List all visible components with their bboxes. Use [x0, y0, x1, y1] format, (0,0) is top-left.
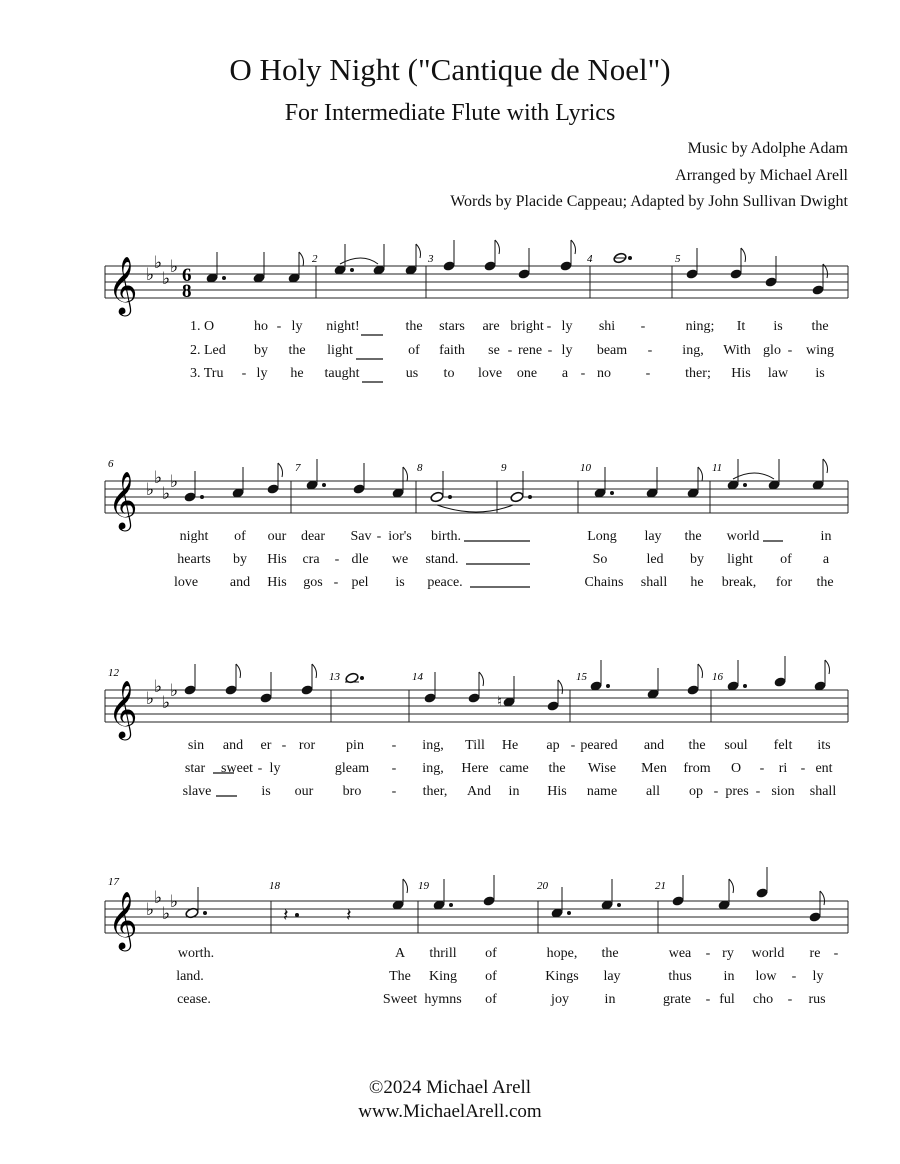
measure-number: 9	[501, 462, 507, 474]
extender-lines-1	[0, 320, 900, 380]
lyric-syllable: -	[705, 946, 711, 961]
lyric-syllable: -	[281, 738, 287, 753]
svg-text:𝄽: 𝄽	[283, 905, 289, 926]
lyric-syllable: star	[184, 761, 206, 776]
lyric-syllable: -	[640, 319, 646, 334]
lyric-syllable: the	[548, 761, 566, 776]
lyric-syllable: -	[391, 738, 397, 753]
copyright-notice: ©2024 Michael Arell	[368, 1077, 532, 1098]
lyric-syllable: ing,	[422, 738, 444, 753]
lyric-syllable: name	[586, 784, 618, 799]
svg-text:♭: ♭	[146, 480, 155, 500]
lyric-syllable: And	[466, 784, 492, 799]
svg-text:♭: ♭	[154, 468, 163, 488]
lyric-syllable: a	[561, 366, 569, 381]
measure-number: 15	[576, 671, 587, 683]
lyric-syllable: land.	[176, 969, 204, 984]
lyric-syllable: in	[508, 784, 520, 799]
lyric-syllable: slave	[182, 784, 212, 799]
lyric-syllable: pres	[725, 784, 749, 799]
lyric-syllable: pel	[351, 575, 369, 590]
lyric-syllable: -	[705, 992, 711, 1007]
lyric-syllable: Wise	[587, 761, 617, 776]
svg-text:♭: ♭	[146, 689, 155, 709]
lyric-syllable: ly	[561, 343, 573, 358]
lyric-syllable: one	[516, 366, 538, 381]
measure-number: 13	[329, 671, 340, 683]
measure-number: 2	[312, 253, 318, 265]
key-signature	[146, 677, 178, 713]
lyric-syllable: thus	[668, 969, 692, 984]
lyric-syllable: His	[267, 575, 287, 590]
lyric-syllable: ly	[256, 366, 268, 381]
lyric-syllable: So	[592, 552, 608, 567]
page-subtitle: For Intermediate Flute with Lyrics	[284, 100, 616, 126]
lyric-syllable: Chains	[584, 575, 624, 590]
lyric-syllable: ther;	[685, 366, 711, 381]
lyric-syllable: cra	[302, 552, 320, 567]
lyric-syllable: grate	[663, 992, 691, 1007]
lyric-syllable: the	[288, 343, 306, 358]
lyric-syllable: -	[800, 761, 806, 776]
lyric-syllable: bright	[510, 319, 544, 334]
svg-text:♭: ♭	[162, 904, 171, 924]
lyric-syllable: se	[488, 343, 500, 358]
lyric-syllable: dle	[351, 552, 369, 567]
lyric-syllable: law	[767, 366, 789, 381]
lyric-syllable: came	[499, 761, 529, 776]
svg-text:♭: ♭	[170, 892, 179, 912]
measure-number: 3	[428, 253, 434, 265]
lyric-syllable: world	[751, 946, 785, 961]
lyric-syllable: we	[391, 552, 409, 567]
lyric-syllable: are	[482, 319, 500, 334]
lyric-syllable: felt	[773, 738, 793, 753]
treble-clef-icon: 𝄞	[108, 256, 138, 314]
lyric-syllable: ry	[722, 946, 734, 961]
lyric-syllable: of	[408, 343, 420, 358]
page-title: O Holy Night ("Cantique de Noel")	[229, 52, 671, 87]
lyric-syllable: -	[787, 992, 793, 1007]
lyric-syllable: pin	[346, 738, 364, 753]
lyric-syllable: stand.	[425, 552, 459, 567]
lyric-syllable: re	[809, 946, 821, 961]
lyric-syllable: light	[727, 552, 753, 567]
lyric-syllable: wing	[806, 343, 834, 358]
lyric-syllable: dear	[300, 529, 326, 544]
lyric-syllable: by	[690, 552, 704, 567]
lyric-syllable: shall	[640, 575, 668, 590]
lyric-syllable: -	[547, 343, 553, 358]
lyric-syllable: our	[267, 529, 287, 544]
lyric-syllable: in	[820, 529, 832, 544]
lyric-syllable: op	[689, 784, 703, 799]
lyric-syllable: in	[604, 992, 616, 1007]
key-signature	[146, 888, 178, 924]
lyric-syllable: soul	[724, 738, 748, 753]
svg-text:♮: ♮	[497, 694, 503, 710]
lyric-syllable: His	[731, 366, 751, 381]
measure-number: 16	[712, 671, 723, 683]
lyric-syllable: no	[597, 366, 611, 381]
lyric-syllable: -	[833, 946, 839, 961]
measure-number: 12	[108, 667, 119, 679]
lyric-syllable: ior's	[388, 529, 412, 544]
lyricist-credit: Words by Placide Cappeau; Adapted by John Sullivan Dwight	[450, 193, 848, 210]
arranger-credit: Arranged by Michael Arell	[675, 167, 848, 184]
measure-number: 18	[269, 880, 280, 892]
lyric-syllable: Kings	[545, 969, 579, 984]
measure-number: 20	[537, 880, 548, 892]
lyric-syllable: -	[713, 784, 719, 799]
lyric-syllable: Sav	[350, 529, 372, 544]
lyric-syllable: the	[688, 738, 706, 753]
lyric-syllable: cho	[752, 992, 774, 1007]
lyric-syllable: ther,	[422, 784, 448, 799]
lyric-syllable: he	[690, 575, 704, 590]
lyrics-verse-2	[0, 969, 900, 989]
svg-text:♭: ♭	[162, 693, 171, 713]
lyric-syllable: lay	[603, 969, 621, 984]
measure-number: 21	[655, 880, 666, 892]
lyric-syllable: -	[276, 319, 282, 334]
svg-text:♭: ♭	[154, 253, 163, 273]
lyric-syllable: 1. O	[190, 319, 215, 334]
lyric-syllable: cease.	[177, 992, 211, 1007]
lyric-syllable: Men	[641, 761, 667, 776]
lyric-syllable: glo	[763, 343, 781, 358]
lyric-syllable: from	[683, 761, 711, 776]
lyric-syllable: the	[816, 575, 834, 590]
lyric-syllable: lay	[644, 529, 662, 544]
lyric-syllable: -	[647, 343, 653, 358]
key-signature	[146, 253, 178, 289]
measure-number: 8	[417, 462, 423, 474]
lyric-syllable: worth.	[177, 946, 215, 961]
lyric-syllable: stars	[439, 319, 465, 334]
lyric-syllable: -	[580, 366, 586, 381]
svg-text:♭: ♭	[146, 265, 155, 285]
lyric-syllable: -	[645, 366, 651, 381]
lyric-syllable: rus	[808, 992, 826, 1007]
lyric-syllable: ing,	[422, 761, 444, 776]
time-signature-bottom: 8	[182, 281, 192, 302]
lyrics-verse-3	[0, 992, 900, 1012]
svg-text:♭: ♭	[162, 269, 171, 289]
lyric-syllable: ly	[812, 969, 824, 984]
lyric-syllable: With	[723, 343, 751, 358]
lyric-syllable: peared	[580, 738, 618, 753]
time-signature-top: 6	[182, 265, 192, 286]
lyric-syllable: His	[267, 552, 287, 567]
svg-text:♭: ♭	[154, 888, 163, 908]
lyric-syllable: by	[254, 343, 268, 358]
lyric-syllable: of	[485, 969, 497, 984]
svg-text:♭: ♭	[154, 677, 163, 697]
lyric-syllable: -	[507, 343, 513, 358]
lyric-syllable: he	[290, 366, 304, 381]
lyric-syllable: -	[241, 366, 247, 381]
lyric-syllable: er	[260, 738, 272, 753]
lyric-syllable: gleam	[334, 761, 370, 776]
measure-number: 5	[675, 253, 681, 265]
measure-number: 14	[412, 671, 423, 683]
lyric-syllable: thrill	[429, 946, 457, 961]
lyric-syllable: beam	[596, 343, 628, 358]
lyric-syllable: -	[257, 761, 263, 776]
lyric-syllable: hearts	[177, 552, 211, 567]
lyric-syllable: and	[643, 738, 665, 753]
music-credit: Music by Adolphe Adam	[687, 140, 848, 157]
lyric-syllable: ror	[298, 738, 316, 753]
lyric-syllable: -	[755, 784, 761, 799]
lyric-syllable: He	[501, 738, 519, 753]
lyric-syllable: ly	[269, 761, 281, 776]
lyric-syllable: peace.	[427, 575, 463, 590]
treble-clef-icon: 𝄞	[108, 891, 138, 949]
svg-text:♭: ♭	[170, 257, 179, 277]
lyric-syllable: and	[229, 575, 251, 590]
lyric-syllable: its	[817, 738, 831, 753]
lyric-syllable: 3. Tru	[190, 366, 224, 381]
lyric-syllable: Long	[587, 529, 617, 544]
lyric-syllable: ly	[561, 319, 573, 334]
measure-number: 6	[108, 458, 114, 470]
treble-clef-icon: 𝄞	[108, 680, 138, 738]
lyric-syllable: Here	[461, 761, 489, 776]
extender-lines-3	[0, 740, 900, 810]
lyric-syllable: shall	[809, 784, 837, 799]
lyric-syllable: night!	[326, 319, 360, 334]
lyric-syllable: King	[429, 969, 457, 984]
website-link[interactable]: www.MichaelArell.com	[358, 1101, 542, 1122]
svg-text:𝄽: 𝄽	[346, 905, 352, 926]
lyric-syllable: hymns	[424, 992, 462, 1007]
svg-text:♭: ♭	[170, 681, 179, 701]
measure-number: 19	[418, 880, 429, 892]
lyric-syllable: the	[601, 946, 619, 961]
lyric-syllable: ri	[778, 761, 788, 776]
lyric-syllable: wea	[668, 946, 692, 961]
lyric-syllable: It	[736, 319, 746, 334]
notes	[206, 240, 827, 295]
lyric-syllable: ing,	[682, 343, 704, 358]
lyric-syllable: -	[787, 343, 793, 358]
lyric-syllable: sin	[187, 738, 205, 753]
key-signature	[146, 468, 178, 504]
lyric-syllable: us	[405, 366, 419, 381]
lyric-syllable: birth.	[431, 529, 461, 544]
svg-text:♭: ♭	[146, 900, 155, 920]
lyric-syllable: gos	[303, 575, 323, 590]
lyric-syllable: ful	[719, 992, 735, 1007]
lyric-syllable: sion	[771, 784, 795, 799]
lyric-syllable: break,	[721, 575, 757, 590]
lyric-syllable: -	[791, 969, 797, 984]
measure-number: 17	[108, 876, 119, 888]
measure-number: 11	[712, 462, 723, 474]
lyric-syllable: taught	[324, 366, 360, 381]
lyric-syllable: faith	[439, 343, 465, 358]
staff-system-1	[0, 240, 900, 330]
measure-number: 10	[580, 462, 591, 474]
lyric-syllable: shi	[598, 319, 616, 334]
lyric-syllable: ent	[815, 761, 833, 776]
measure-number: 7	[295, 462, 301, 474]
lyrics-verse-1	[0, 946, 900, 966]
lyric-syllable: all	[646, 784, 660, 799]
lyric-syllable: world	[726, 529, 760, 544]
lyric-syllable: is	[395, 575, 405, 590]
lyric-syllable: is	[815, 366, 825, 381]
lyric-syllable: the	[684, 529, 702, 544]
lyric-syllable: in	[723, 969, 735, 984]
lyric-syllable: led	[646, 552, 664, 567]
lyric-syllable: -	[391, 784, 397, 799]
lyric-syllable: -	[376, 529, 382, 544]
lyric-syllable: low	[755, 969, 777, 984]
lyric-syllable: -	[546, 319, 552, 334]
lyric-syllable: -	[334, 552, 340, 567]
lyric-syllable: is	[261, 784, 271, 799]
lyric-syllable: bro	[342, 784, 362, 799]
lyric-syllable: by	[233, 552, 247, 567]
lyric-syllable: -	[391, 761, 397, 776]
lyric-syllable: of	[485, 992, 497, 1007]
measure-number: 4	[587, 253, 593, 265]
lyric-syllable: and	[222, 738, 244, 753]
lyric-syllable: ly	[291, 319, 303, 334]
lyric-syllable: for	[775, 575, 793, 590]
lyric-syllable: the	[811, 319, 829, 334]
lyric-syllable: -	[570, 738, 576, 753]
lyric-syllable: Till	[465, 738, 485, 753]
lyric-syllable: is	[773, 319, 783, 334]
lyric-syllable: love	[173, 575, 199, 590]
lyric-syllable: O	[730, 761, 742, 776]
lyric-syllable: a	[822, 552, 830, 567]
lyric-syllable: of	[234, 529, 246, 544]
lyric-syllable: His	[547, 784, 567, 799]
lyric-syllable: ning;	[685, 319, 715, 334]
svg-text:♭: ♭	[170, 472, 179, 492]
treble-clef-icon: 𝄞	[108, 471, 138, 529]
extender-lines-2	[0, 530, 900, 600]
lyric-syllable: sweet	[221, 761, 253, 776]
lyric-syllable: hope,	[546, 946, 578, 961]
lyric-syllable: Sweet	[382, 992, 418, 1007]
lyric-syllable: The	[389, 969, 411, 984]
lyric-syllable: light	[327, 343, 353, 358]
lyric-syllable: -	[759, 761, 765, 776]
lyric-syllable: our	[294, 784, 314, 799]
lyric-syllable: rene	[517, 343, 543, 358]
lyric-syllable: of	[780, 552, 792, 567]
lyric-syllable: ap	[546, 738, 560, 753]
lyric-syllable: night	[179, 529, 209, 544]
lyric-syllable: ho	[254, 319, 268, 334]
lyric-syllable: to	[443, 366, 455, 381]
lyric-syllable: love	[477, 366, 503, 381]
lyric-syllable: -	[333, 575, 339, 590]
notes	[184, 656, 829, 711]
svg-text:♭: ♭	[162, 484, 171, 504]
lyric-syllable: 2. Led	[190, 343, 226, 358]
lyric-syllable: of	[485, 946, 497, 961]
lyric-syllable: the	[405, 319, 423, 334]
lyric-syllable: joy	[551, 992, 569, 1007]
lyric-syllable: A	[394, 946, 406, 961]
